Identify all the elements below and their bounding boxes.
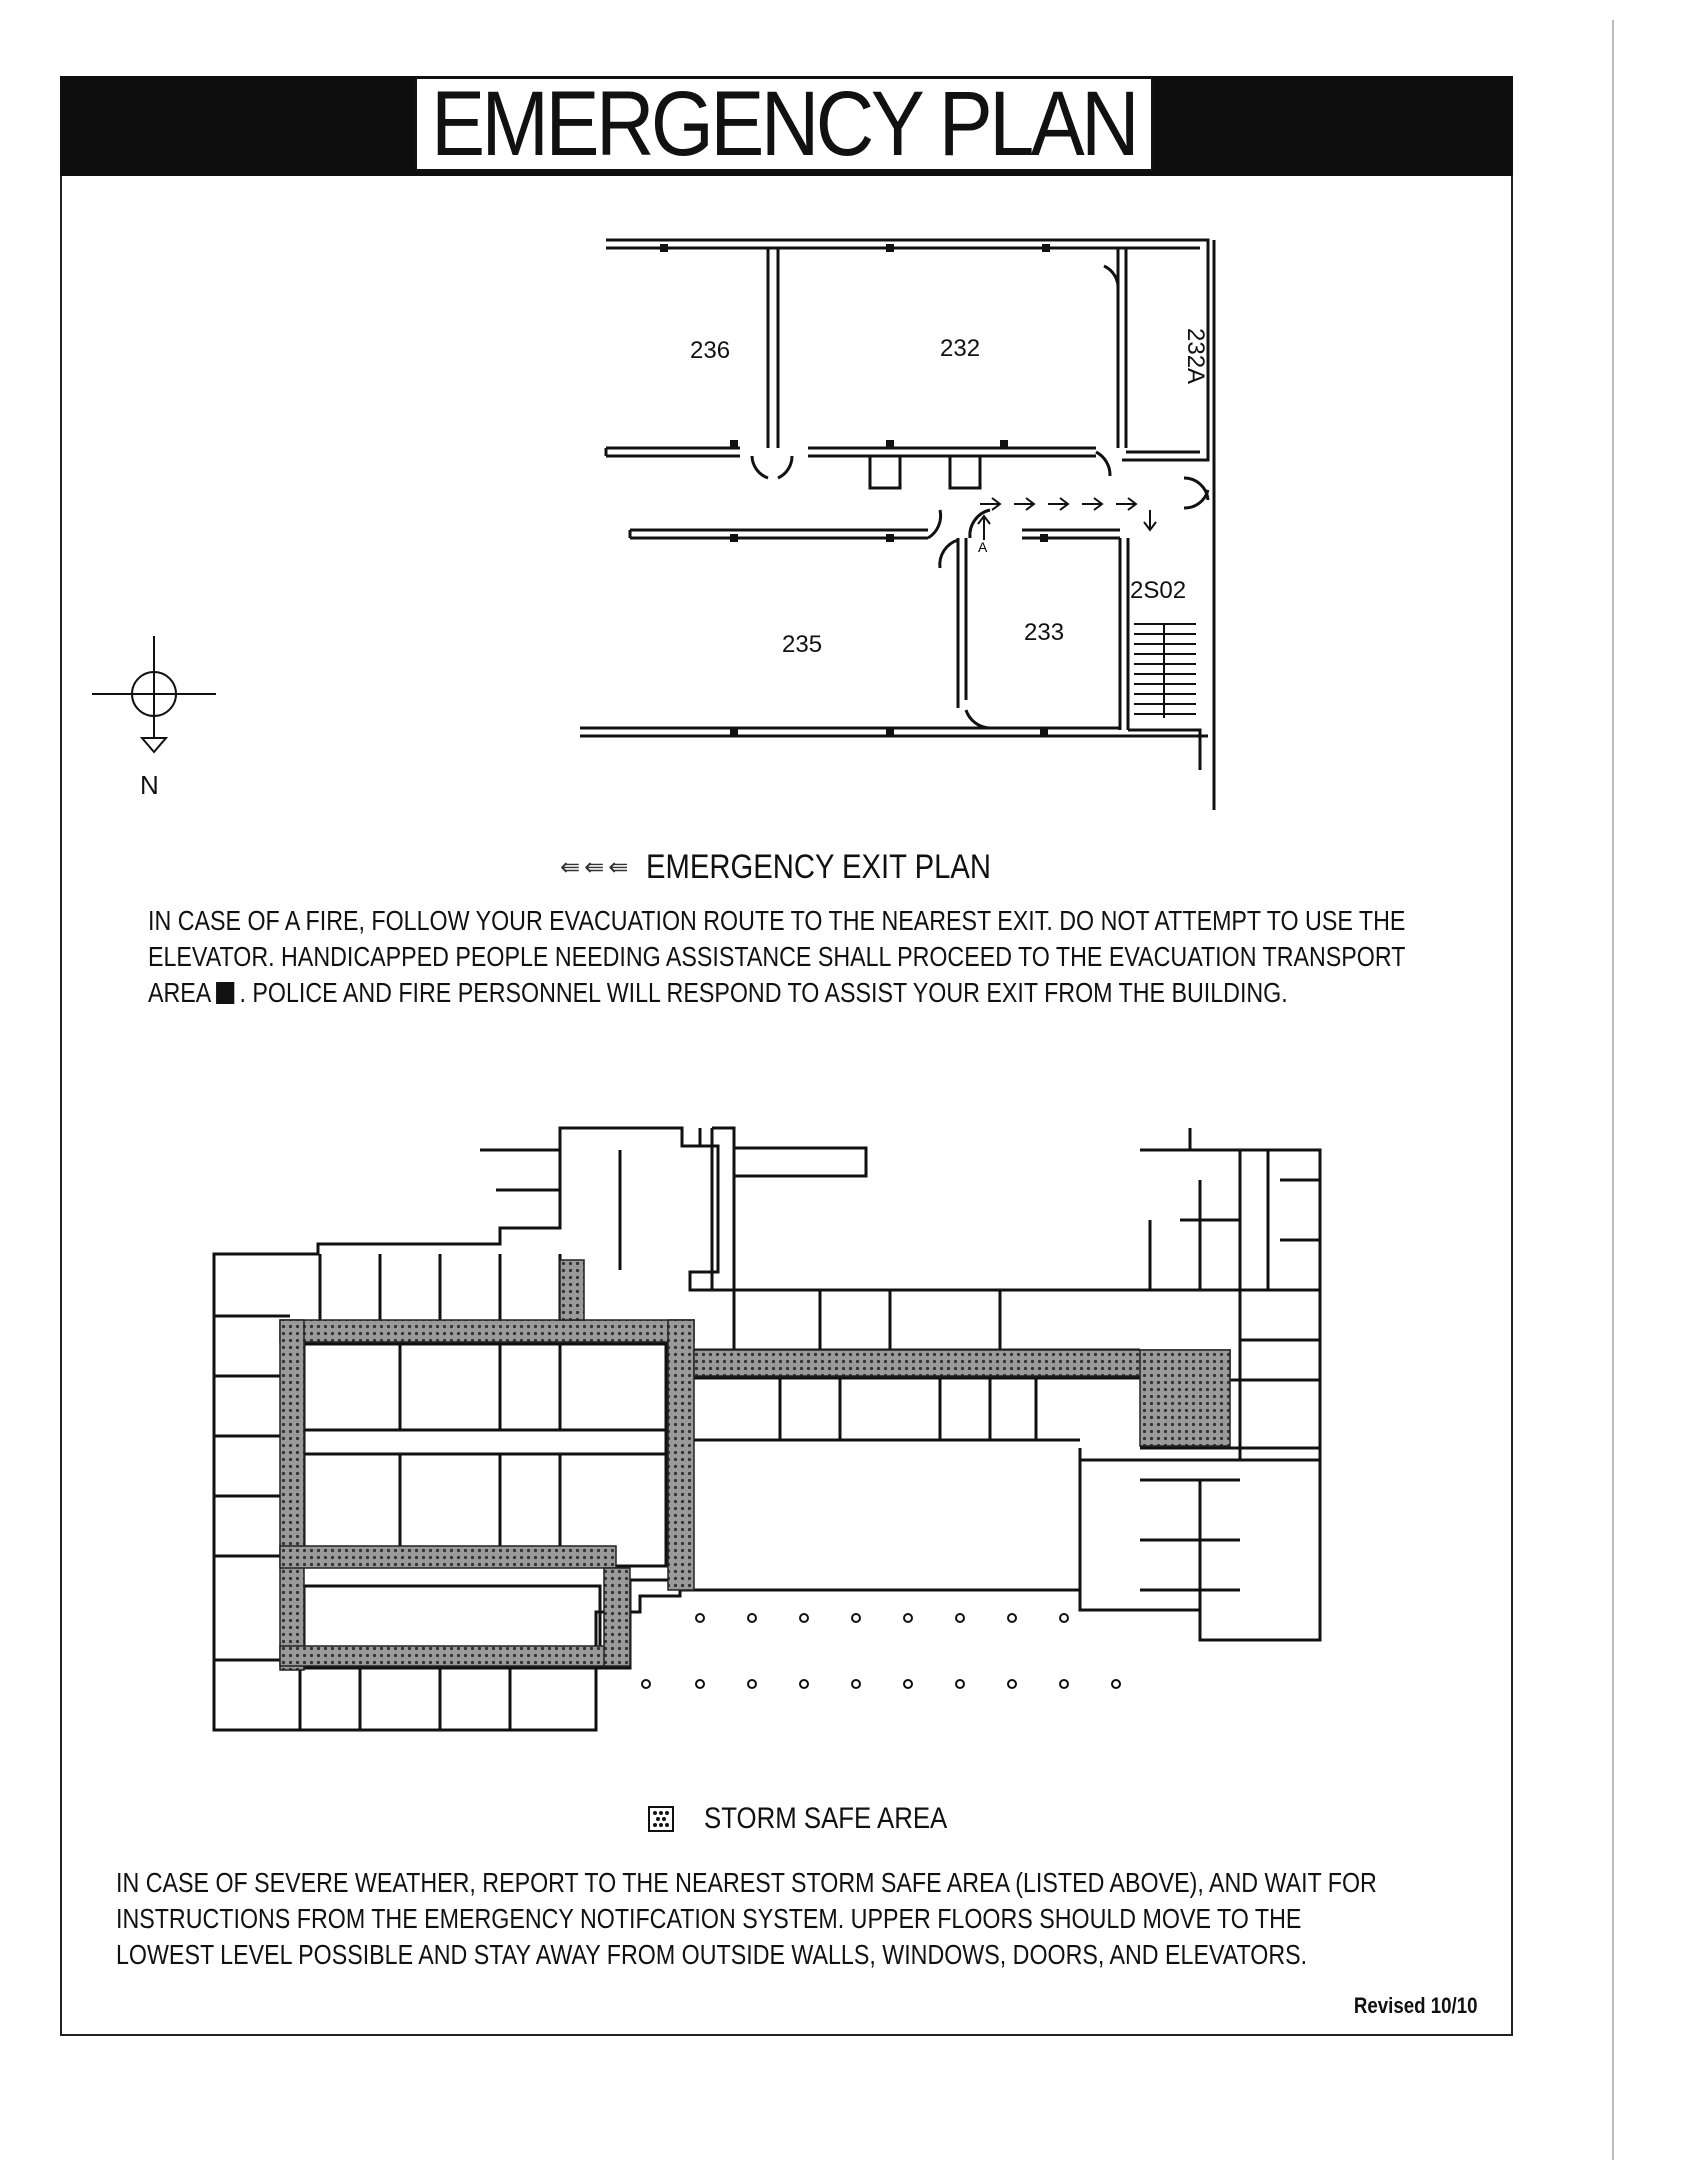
revision-note: Revised 10/10 bbox=[1354, 1993, 1478, 2018]
binding-edge-line bbox=[1612, 20, 1614, 2160]
storm-instructions-line-1: IN CASE OF SEVERE WEATHER, REPORT TO THE NEAREST STORM SAFE AREA (LISTED ABOVE), AND WAIT FOR bbox=[116, 1867, 1377, 1898]
storm-instructions-line-2: INSTRUCTIONS FROM THE EMERGENCY NOTIFCATION SYSTEM. UPPER FLOORS SHOULD MOVE TO THE bbox=[116, 1903, 1302, 1934]
fire-instructions-line-3: AREA . POLICE AND FIRE PERSONNEL WILL RESPOND TO ASSIST YOUR EXIT FROM THE BUILDING. bbox=[148, 977, 1288, 1008]
exit-legend bbox=[560, 848, 1048, 887]
storm-safe-area-icon bbox=[648, 1806, 674, 1832]
storm-instructions bbox=[116, 1865, 1377, 1973]
storm-instructions-line-3: LOWEST LEVEL POSSIBLE AND STAY AWAY FROM OUTSIDE WALLS, WINDOWS, DOORS, AND ELEVATORS. bbox=[116, 1939, 1308, 1970]
page-frame bbox=[60, 76, 1513, 2036]
evacuation-area-icon bbox=[216, 982, 234, 1004]
fire-instructions-line-1: IN CASE OF A FIRE, FOLLOW YOUR EVACUATION ROUTE TO THE NEAREST EXIT. DO NOT ATTEMPT TO USE THE bbox=[148, 905, 1406, 936]
exit-arrows-icon: ⇚⇚⇚ bbox=[560, 854, 633, 881]
exit-legend-label: EMERGENCY EXIT PLAN bbox=[646, 848, 992, 886]
room-label-2s02: 2S02 bbox=[1130, 577, 1187, 604]
fire-instructions-line-2: ELEVATOR. HANDICAPPED PEOPLE NEEDING ASSISTANCE SHALL PROCEED TO THE EVACUATION TRANSPORT bbox=[148, 941, 1406, 972]
compass-north-label: N bbox=[140, 770, 159, 800]
room-label-235: 235 bbox=[782, 631, 823, 658]
title-box bbox=[414, 72, 1154, 175]
assist-area-marker: A bbox=[978, 539, 988, 555]
room-label-233: 233 bbox=[1024, 619, 1065, 646]
room-label-232: 232 bbox=[940, 335, 981, 362]
page-title: EMERGENCY PLAN bbox=[431, 72, 1137, 175]
room-label-236: 236 bbox=[690, 337, 731, 364]
room-label-232a: 232A bbox=[1182, 328, 1209, 385]
storm-legend bbox=[648, 1802, 987, 1836]
storm-legend-label: STORM SAFE AREA bbox=[704, 1802, 948, 1835]
fire-instructions bbox=[148, 903, 1405, 1011]
